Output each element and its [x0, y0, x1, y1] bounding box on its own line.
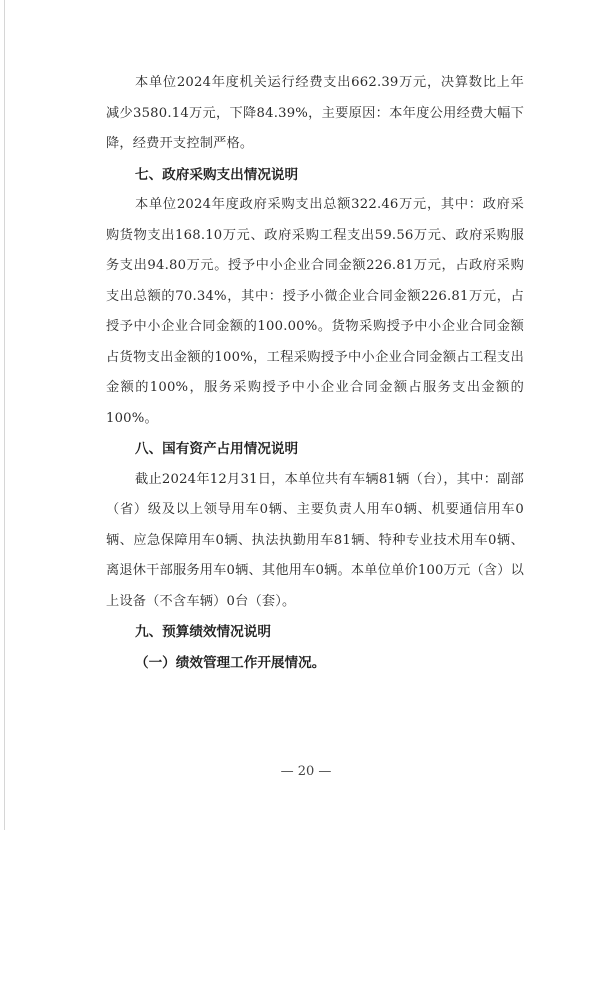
document-body — [106, 68, 524, 678]
subheading-performance-management: （一）绩效管理工作开展情况。 — [135, 654, 326, 671]
paragraph-state-assets: 截止2024年12月31日，本单位共有车辆81辆（台），其中：副部（省）级及以上领导用车0辆、主要负责人用车0辆、机要通信用车0辆、应急保障用车0辆、执法执勤用车81辆、特种专业技术用车0辆、离退休干部服务用车0辆、其他用车0辆。本单位单价100万元（含）以上设备（不含车辆）0台（套）。 — [106, 471, 524, 609]
paragraph-government-procurement: 本单位2024年度政府采购支出总额322.46万元，其中：政府采购货物支出168.10万元、政府采购工程支出59.56万元、政府采购服务支出94.80万元。授予中小企业合同金额226.81万元，占政府采购支出总额的70.34%，其中：授予小微企业合同金额226.81万元，占授予中小企业合同金额的100.00%。货物采购授予中小企业合同金额占货物支出金额的100%，工程采购授予中小企业合同金额占工程支出金额的100%，服务采购授予中小企业合同金额占服务支出金额的100%。 — [106, 197, 524, 426]
heading-state-assets: 八、国有资产占用情况说明 — [135, 441, 299, 457]
scan-edge-line — [4, 0, 5, 830]
heading-budget-performance: 九、预算绩效情况说明 — [135, 624, 271, 640]
page-number: — 20 — — [280, 764, 332, 779]
paragraph-operating-expenses: 本单位2024年度机关运行经费支出662.39万元，决算数比上年减少3580.14万元，下降84.39%，主要原因：本年度公用经费大幅下降，经费开支控制严格。 — [106, 75, 524, 151]
heading-government-procurement: 七、政府采购支出情况说明 — [135, 166, 299, 183]
